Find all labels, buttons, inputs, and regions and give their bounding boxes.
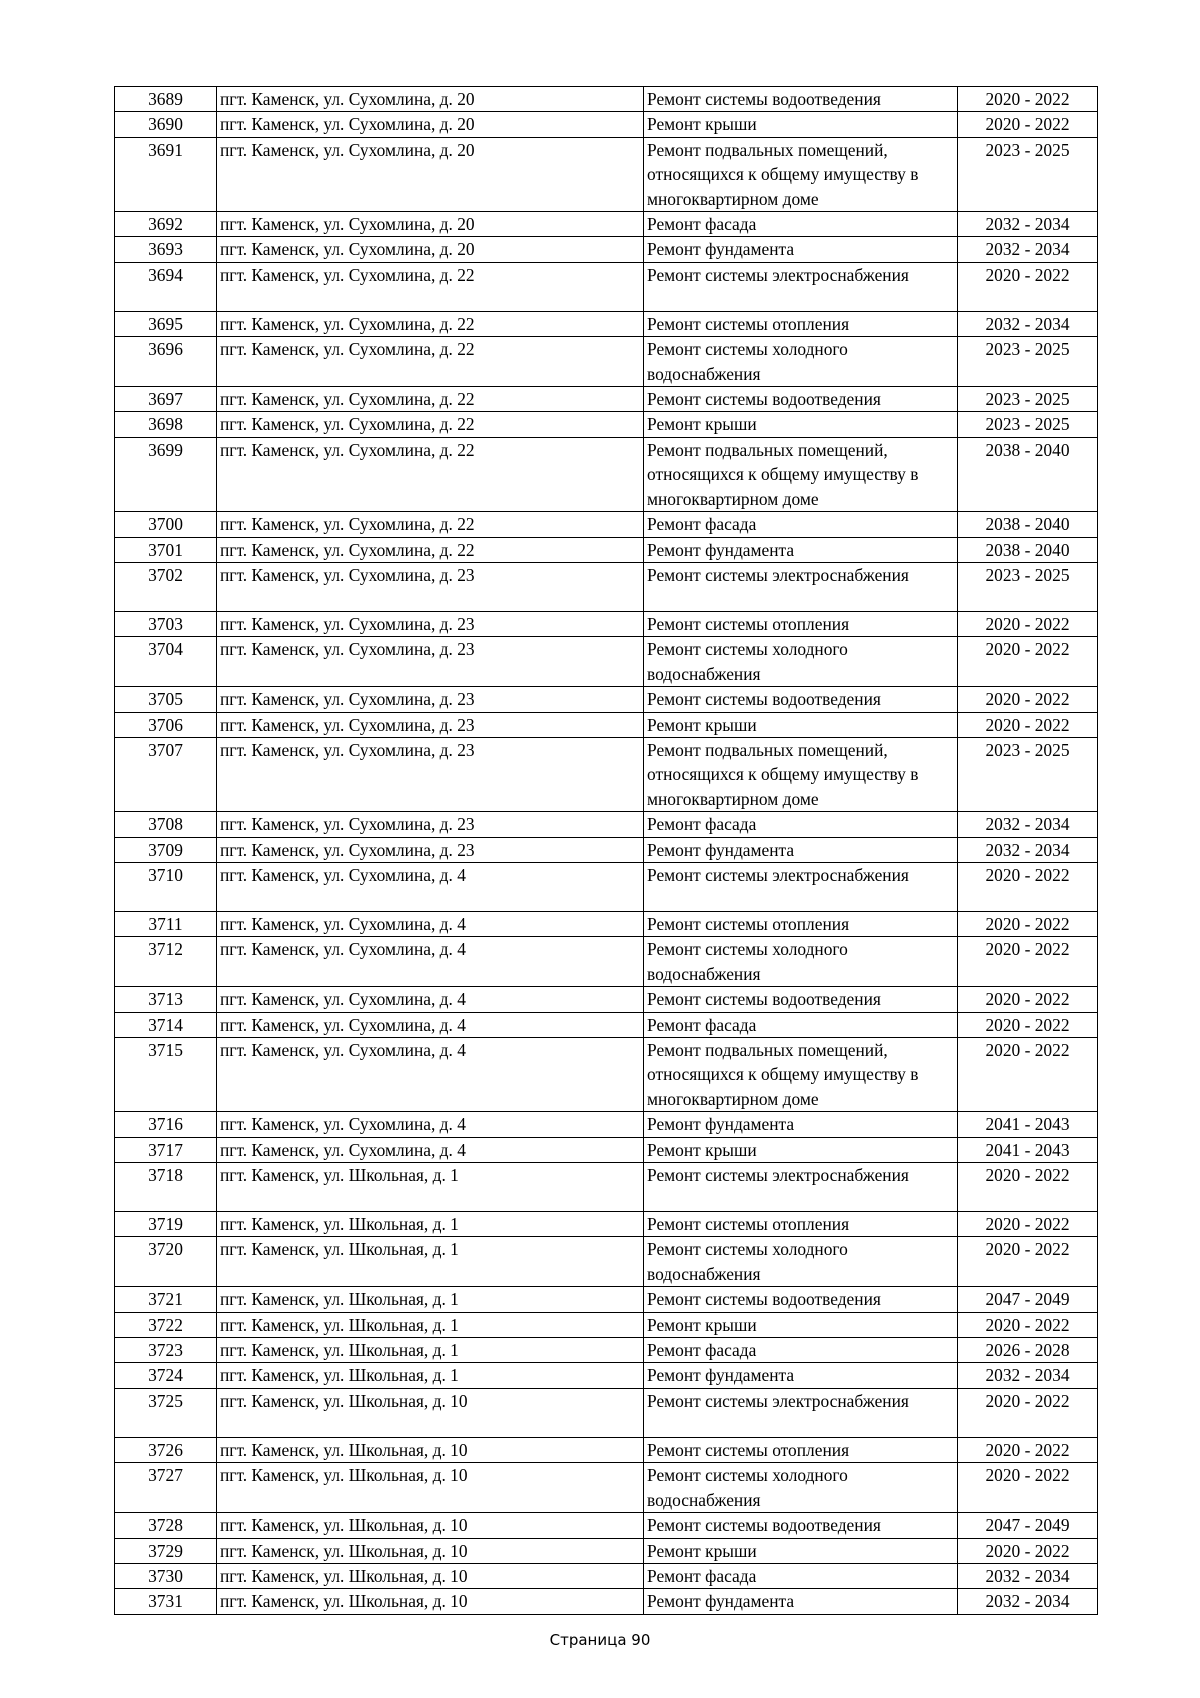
table-row <box>115 1338 1098 1363</box>
address-cell: пгт. Каменск, ул. Школьная, д. 1 <box>217 1163 644 1212</box>
address-cell: пгт. Каменск, ул. Сухомлина, д. 23 <box>217 712 644 737</box>
row-number-cell: 3714 <box>115 1012 217 1037</box>
period-cell: 2023 - 2025 <box>958 337 1098 387</box>
table-row <box>115 412 1098 437</box>
address-cell: пгт. Каменск, ул. Школьная, д. 1 <box>217 1363 644 1388</box>
period-cell: 2020 - 2022 <box>958 637 1098 687</box>
period-cell: 2032 - 2034 <box>958 1363 1098 1388</box>
row-number-cell: 3720 <box>115 1237 217 1287</box>
table-row <box>115 1137 1098 1162</box>
address-cell: пгт. Каменск, ул. Сухомлина, д. 23 <box>217 611 644 636</box>
work-type-cell: Ремонт крыши <box>644 1137 958 1162</box>
address-cell: пгт. Каменск, ул. Сухомлина, д. 4 <box>217 1112 644 1137</box>
row-number-cell: 3711 <box>115 911 217 936</box>
row-number-cell: 3703 <box>115 611 217 636</box>
work-type-cell: Ремонт фундамента <box>644 1589 958 1614</box>
row-number-cell: 3694 <box>115 262 217 311</box>
address-cell: пгт. Каменск, ул. Сухомлина, д. 20 <box>217 212 644 237</box>
work-type-cell: Ремонт фундамента <box>644 537 958 562</box>
table-row <box>115 862 1098 911</box>
table-row <box>115 1163 1098 1212</box>
address-cell: пгт. Каменск, ул. Сухомлина, д. 23 <box>217 737 644 811</box>
row-number-cell: 3725 <box>115 1388 217 1437</box>
period-cell: 2032 - 2034 <box>958 212 1098 237</box>
address-cell: пгт. Каменск, ул. Сухомлина, д. 23 <box>217 687 644 712</box>
table-row <box>115 311 1098 336</box>
page-number: Страница 90 <box>549 1631 651 1649</box>
period-cell: 2026 - 2028 <box>958 1338 1098 1363</box>
table-row <box>115 1038 1098 1112</box>
period-cell: 2023 - 2025 <box>958 137 1098 211</box>
table-row <box>115 537 1098 562</box>
period-cell: 2020 - 2022 <box>958 1388 1098 1437</box>
work-type-cell: Ремонт крыши <box>644 412 958 437</box>
row-number-cell: 3729 <box>115 1538 217 1563</box>
row-number-cell: 3691 <box>115 137 217 211</box>
address-cell: пгт. Каменск, ул. Сухомлина, д. 20 <box>217 137 644 211</box>
address-cell: пгт. Каменск, ул. Сухомлина, д. 23 <box>217 812 644 837</box>
period-cell: 2020 - 2022 <box>958 611 1098 636</box>
table-row <box>115 837 1098 862</box>
row-number-cell: 3730 <box>115 1563 217 1588</box>
address-cell: пгт. Каменск, ул. Школьная, д. 10 <box>217 1388 644 1437</box>
period-cell: 2020 - 2022 <box>958 87 1098 112</box>
row-number-cell: 3706 <box>115 712 217 737</box>
work-type-cell: Ремонт системы отопления <box>644 1212 958 1237</box>
address-cell: пгт. Каменск, ул. Школьная, д. 1 <box>217 1338 644 1363</box>
period-cell: 2038 - 2040 <box>958 437 1098 511</box>
row-number-cell: 3696 <box>115 337 217 387</box>
row-number-cell: 3690 <box>115 112 217 137</box>
row-number-cell: 3701 <box>115 537 217 562</box>
row-number-cell: 3709 <box>115 837 217 862</box>
address-cell: пгт. Каменск, ул. Школьная, д. 1 <box>217 1312 644 1337</box>
period-cell: 2032 - 2034 <box>958 837 1098 862</box>
table-row <box>115 1589 1098 1614</box>
period-cell: 2020 - 2022 <box>958 1012 1098 1037</box>
table-row <box>115 262 1098 311</box>
work-type-cell: Ремонт системы электроснабжения <box>644 1388 958 1437</box>
address-cell: пгт. Каменск, ул. Сухомлина, д. 4 <box>217 911 644 936</box>
row-number-cell: 3719 <box>115 1212 217 1237</box>
address-cell: пгт. Каменск, ул. Сухомлина, д. 22 <box>217 337 644 387</box>
table-row <box>115 712 1098 737</box>
table-row <box>115 337 1098 387</box>
repair-schedule-table <box>114 86 1098 1615</box>
work-type-cell: Ремонт подвальных помещений, относящихся к общему имуществу в многоквартирном доме <box>644 137 958 211</box>
work-type-cell: Ремонт системы водоотведения <box>644 987 958 1012</box>
work-type-cell: Ремонт системы водоотведения <box>644 1287 958 1312</box>
work-type-cell: Ремонт крыши <box>644 712 958 737</box>
period-cell: 2020 - 2022 <box>958 1463 1098 1513</box>
address-cell: пгт. Каменск, ул. Школьная, д. 10 <box>217 1538 644 1563</box>
work-type-cell: Ремонт подвальных помещений, относящихся к общему имуществу в многоквартирном доме <box>644 737 958 811</box>
work-type-cell: Ремонт фундамента <box>644 837 958 862</box>
period-cell: 2038 - 2040 <box>958 537 1098 562</box>
work-type-cell: Ремонт фасада <box>644 1563 958 1588</box>
address-cell: пгт. Каменск, ул. Сухомлина, д. 22 <box>217 512 644 537</box>
row-number-cell: 3723 <box>115 1338 217 1363</box>
work-type-cell: Ремонт системы водоотведения <box>644 1513 958 1538</box>
row-number-cell: 3704 <box>115 637 217 687</box>
table-row <box>115 1388 1098 1437</box>
row-number-cell: 3712 <box>115 937 217 987</box>
address-cell: пгт. Каменск, ул. Сухомлина, д. 4 <box>217 1137 644 1162</box>
period-cell: 2020 - 2022 <box>958 1163 1098 1212</box>
work-type-cell: Ремонт фундамента <box>644 1363 958 1388</box>
period-cell: 2020 - 2022 <box>958 911 1098 936</box>
address-cell: пгт. Каменск, ул. Сухомлина, д. 23 <box>217 637 644 687</box>
address-cell: пгт. Каменск, ул. Сухомлина, д. 20 <box>217 112 644 137</box>
table-row <box>115 562 1098 611</box>
row-number-cell: 3695 <box>115 311 217 336</box>
period-cell: 2020 - 2022 <box>958 1237 1098 1287</box>
address-cell: пгт. Каменск, ул. Школьная, д. 1 <box>217 1212 644 1237</box>
address-cell: пгт. Каменск, ул. Сухомлина, д. 22 <box>217 437 644 511</box>
address-cell: пгт. Каменск, ул. Сухомлина, д. 4 <box>217 862 644 911</box>
table-row <box>115 737 1098 811</box>
table-row <box>115 637 1098 687</box>
table-row <box>115 1363 1098 1388</box>
table-row <box>115 687 1098 712</box>
table-row <box>115 87 1098 112</box>
work-type-cell: Ремонт системы холодного водоснабжения <box>644 1237 958 1287</box>
period-cell: 2041 - 2043 <box>958 1137 1098 1162</box>
address-cell: пгт. Каменск, ул. Сухомлина, д. 22 <box>217 537 644 562</box>
address-cell: пгт. Каменск, ул. Сухомлина, д. 22 <box>217 311 644 336</box>
period-cell: 2020 - 2022 <box>958 1312 1098 1337</box>
row-number-cell: 3718 <box>115 1163 217 1212</box>
table-row <box>115 1287 1098 1312</box>
work-type-cell: Ремонт системы электроснабжения <box>644 1163 958 1212</box>
address-cell: пгт. Каменск, ул. Сухомлина, д. 23 <box>217 837 644 862</box>
row-number-cell: 3727 <box>115 1463 217 1513</box>
address-cell: пгт. Каменск, ул. Сухомлина, д. 20 <box>217 237 644 262</box>
row-number-cell: 3721 <box>115 1287 217 1312</box>
row-number-cell: 3697 <box>115 387 217 412</box>
work-type-cell: Ремонт системы отопления <box>644 911 958 936</box>
work-type-cell: Ремонт крыши <box>644 112 958 137</box>
table-row <box>115 911 1098 936</box>
period-cell: 2020 - 2022 <box>958 687 1098 712</box>
table-row <box>115 1563 1098 1588</box>
row-number-cell: 3692 <box>115 212 217 237</box>
table-row <box>115 987 1098 1012</box>
table-row <box>115 1463 1098 1513</box>
period-cell: 2023 - 2025 <box>958 412 1098 437</box>
address-cell: пгт. Каменск, ул. Школьная, д. 10 <box>217 1463 644 1513</box>
row-number-cell: 3700 <box>115 512 217 537</box>
address-cell: пгт. Каменск, ул. Школьная, д. 10 <box>217 1589 644 1614</box>
address-cell: пгт. Каменск, ул. Сухомлина, д. 4 <box>217 987 644 1012</box>
period-cell: 2020 - 2022 <box>958 112 1098 137</box>
work-type-cell: Ремонт системы электроснабжения <box>644 262 958 311</box>
row-number-cell: 3728 <box>115 1513 217 1538</box>
table-row <box>115 437 1098 511</box>
address-cell: пгт. Каменск, ул. Школьная, д. 10 <box>217 1563 644 1588</box>
row-number-cell: 3710 <box>115 862 217 911</box>
period-cell: 2047 - 2049 <box>958 1513 1098 1538</box>
table-row <box>115 611 1098 636</box>
address-cell: пгт. Каменск, ул. Школьная, д. 1 <box>217 1287 644 1312</box>
row-number-cell: 3724 <box>115 1363 217 1388</box>
work-type-cell: Ремонт крыши <box>644 1312 958 1337</box>
work-type-cell: Ремонт фасада <box>644 1012 958 1037</box>
work-type-cell: Ремонт системы водоотведения <box>644 687 958 712</box>
table-row <box>115 512 1098 537</box>
address-cell: пгт. Каменск, ул. Школьная, д. 10 <box>217 1437 644 1462</box>
table-row <box>115 387 1098 412</box>
row-number-cell: 3699 <box>115 437 217 511</box>
work-type-cell: Ремонт системы водоотведения <box>644 87 958 112</box>
row-number-cell: 3698 <box>115 412 217 437</box>
period-cell: 2020 - 2022 <box>958 712 1098 737</box>
table-row <box>115 812 1098 837</box>
period-cell: 2023 - 2025 <box>958 387 1098 412</box>
address-cell: пгт. Каменск, ул. Школьная, д. 10 <box>217 1513 644 1538</box>
row-number-cell: 3708 <box>115 812 217 837</box>
table-row <box>115 1538 1098 1563</box>
work-type-cell: Ремонт фасада <box>644 212 958 237</box>
work-type-cell: Ремонт фасада <box>644 1338 958 1363</box>
row-number-cell: 3705 <box>115 687 217 712</box>
work-type-cell: Ремонт подвальных помещений, относящихся к общему имуществу в многоквартирном доме <box>644 437 958 511</box>
period-cell: 2020 - 2022 <box>958 1212 1098 1237</box>
row-number-cell: 3722 <box>115 1312 217 1337</box>
work-type-cell: Ремонт фундамента <box>644 237 958 262</box>
work-type-cell: Ремонт фундамента <box>644 1112 958 1137</box>
work-type-cell: Ремонт системы отопления <box>644 611 958 636</box>
row-number-cell: 3717 <box>115 1137 217 1162</box>
period-cell: 2032 - 2034 <box>958 1589 1098 1614</box>
table-row <box>115 137 1098 211</box>
table-row <box>115 1312 1098 1337</box>
work-type-cell: Ремонт системы холодного водоснабжения <box>644 337 958 387</box>
table-row <box>115 1513 1098 1538</box>
period-cell: 2032 - 2034 <box>958 812 1098 837</box>
period-cell: 2020 - 2022 <box>958 1038 1098 1112</box>
period-cell: 2047 - 2049 <box>958 1287 1098 1312</box>
table-body <box>115 87 1098 1615</box>
period-cell: 2020 - 2022 <box>958 937 1098 987</box>
table-row <box>115 1112 1098 1137</box>
row-number-cell: 3716 <box>115 1112 217 1137</box>
row-number-cell: 3702 <box>115 562 217 611</box>
period-cell: 2020 - 2022 <box>958 1538 1098 1563</box>
period-cell: 2020 - 2022 <box>958 987 1098 1012</box>
table-row <box>115 937 1098 987</box>
period-cell: 2032 - 2034 <box>958 311 1098 336</box>
address-cell: пгт. Каменск, ул. Сухомлина, д. 4 <box>217 1038 644 1112</box>
address-cell: пгт. Каменск, ул. Сухомлина, д. 4 <box>217 937 644 987</box>
work-type-cell: Ремонт системы водоотведения <box>644 387 958 412</box>
row-number-cell: 3689 <box>115 87 217 112</box>
table-row <box>115 1237 1098 1287</box>
work-type-cell: Ремонт системы холодного водоснабжения <box>644 637 958 687</box>
address-cell: пгт. Каменск, ул. Сухомлина, д. 20 <box>217 87 644 112</box>
table-row <box>115 112 1098 137</box>
work-type-cell: Ремонт системы холодного водоснабжения <box>644 1463 958 1513</box>
row-number-cell: 3731 <box>115 1589 217 1614</box>
work-type-cell: Ремонт фасада <box>644 812 958 837</box>
work-type-cell: Ремонт системы электроснабжения <box>644 862 958 911</box>
table-row <box>115 1437 1098 1462</box>
table-row <box>115 237 1098 262</box>
work-type-cell: Ремонт системы отопления <box>644 311 958 336</box>
work-type-cell: Ремонт системы отопления <box>644 1437 958 1462</box>
row-number-cell: 3693 <box>115 237 217 262</box>
period-cell: 2020 - 2022 <box>958 1437 1098 1462</box>
period-cell: 2020 - 2022 <box>958 862 1098 911</box>
address-cell: пгт. Каменск, ул. Сухомлина, д. 23 <box>217 562 644 611</box>
period-cell: 2032 - 2034 <box>958 1563 1098 1588</box>
row-number-cell: 3707 <box>115 737 217 811</box>
table-row <box>115 1012 1098 1037</box>
table-row <box>115 1212 1098 1237</box>
address-cell: пгт. Каменск, ул. Сухомлина, д. 22 <box>217 387 644 412</box>
period-cell: 2020 - 2022 <box>958 262 1098 311</box>
period-cell: 2032 - 2034 <box>958 237 1098 262</box>
row-number-cell: 3713 <box>115 987 217 1012</box>
address-cell: пгт. Каменск, ул. Сухомлина, д. 22 <box>217 412 644 437</box>
address-cell: пгт. Каменск, ул. Школьная, д. 1 <box>217 1237 644 1287</box>
address-cell: пгт. Каменск, ул. Сухомлина, д. 22 <box>217 262 644 311</box>
period-cell: 2023 - 2025 <box>958 562 1098 611</box>
period-cell: 2041 - 2043 <box>958 1112 1098 1137</box>
work-type-cell: Ремонт подвальных помещений, относящихся к общему имуществу в многоквартирном доме <box>644 1038 958 1112</box>
work-type-cell: Ремонт крыши <box>644 1538 958 1563</box>
table-row <box>115 212 1098 237</box>
row-number-cell: 3715 <box>115 1038 217 1112</box>
period-cell: 2038 - 2040 <box>958 512 1098 537</box>
work-type-cell: Ремонт системы электроснабжения <box>644 562 958 611</box>
work-type-cell: Ремонт фасада <box>644 512 958 537</box>
period-cell: 2023 - 2025 <box>958 737 1098 811</box>
address-cell: пгт. Каменск, ул. Сухомлина, д. 4 <box>217 1012 644 1037</box>
work-type-cell: Ремонт системы холодного водоснабжения <box>644 937 958 987</box>
row-number-cell: 3726 <box>115 1437 217 1462</box>
